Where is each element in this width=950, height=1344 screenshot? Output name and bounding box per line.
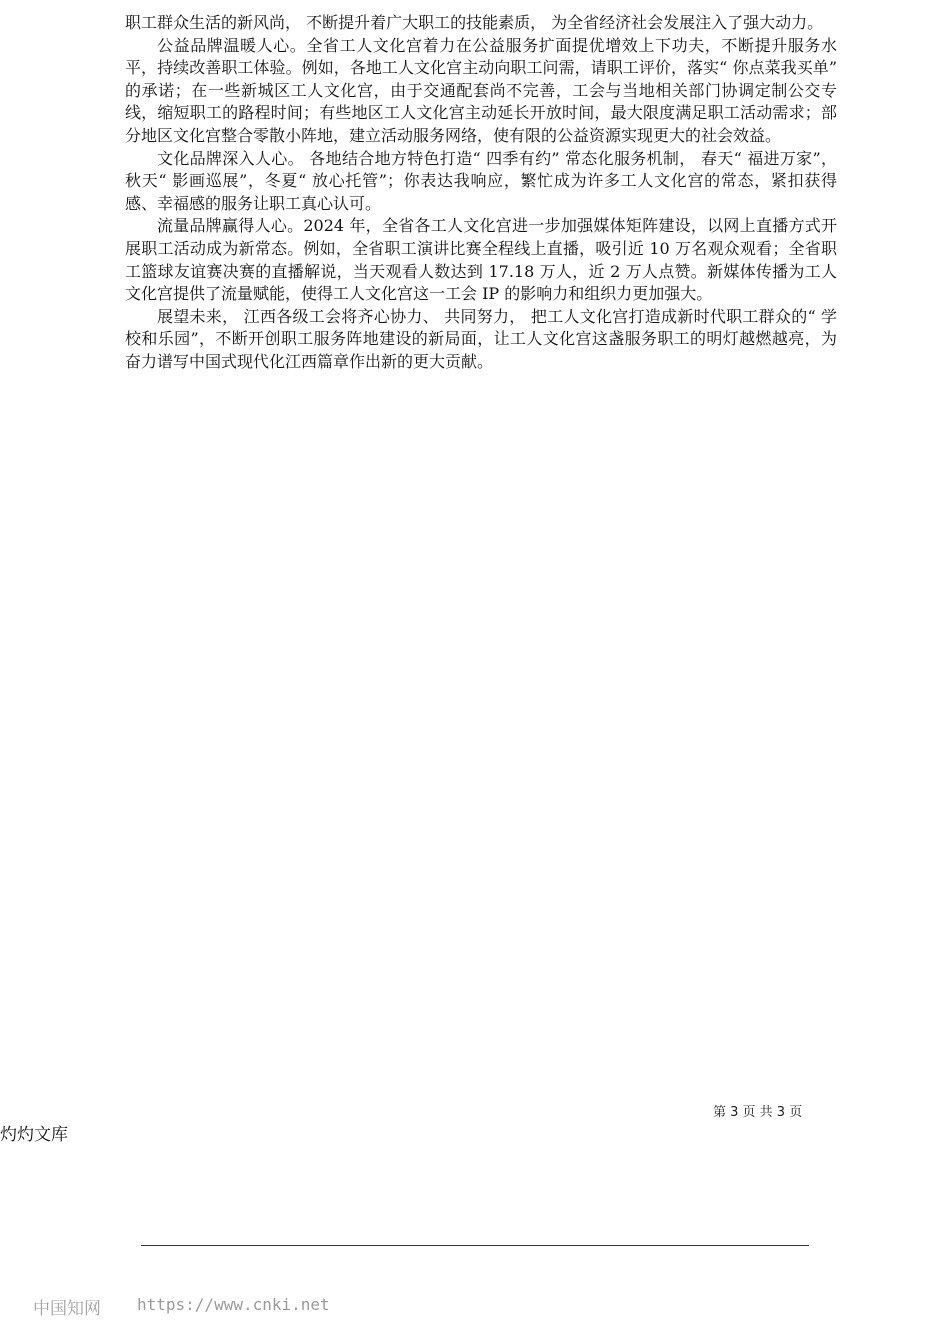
paragraph: 流量品牌赢得人心。2024 年，全省各工人文化宫进一步加强媒体矩阵建设，以网上直播方式开展职工活动成为新常态。例如，全省职工演讲比赛全程线上直播，吸引近 10 万名观众观看；全省职工篮球友谊赛决赛的直播解说，当天观看人数达到 17.18 万人，近 2 万人点赞。新媒体传播为工人文化宫提供了流量赋能，使得工人文化宫这一工会 IP 的影响力和组织力更加强大。: [125, 216, 837, 304]
paragraph: 职工群众生活的新风尚， 不断提升着广大职工的技能素质， 为全省经济社会发展注入了强大动力。: [125, 13, 824, 32]
source-url-link[interactable]: https://www.cnki.net: [137, 1295, 330, 1314]
page-number: 第 3 页 共 3 页: [713, 1105, 803, 1120]
article-body: [125, 12, 837, 374]
library-name: 灼灼文库: [0, 1125, 68, 1145]
paragraph: 展望未来， 江西各级工会将齐心协力、 共同努力， 把工人文化宫打造成新时代职工群众的“ 学校和乐园”，不断开创职工服务阵地建设的新局面，让工人文化宫这盏服务职工的明灯越燃越亮，为奋力谱写中国式现代化江西篇章作出新的更大贡献。: [125, 306, 837, 371]
footer-divider: [141, 1245, 809, 1246]
paragraph: 文化品牌深入人心。 各地结合地方特色打造“ 四季有约” 常态化服务机制， 春天“ 福进万家”，秋天“ 影画巡展”，冬夏“ 放心托管”；你表达我响应，繁忙成为许多工人文化宫的常态，紧扣获得感、幸福感的服务让职工真心认可。: [125, 148, 837, 213]
paragraph: 公益品牌温暖人心。全省工人文化宫着力在公益服务扩面提优增效上下功夫，不断提升服务水平，持续改善职工体验。例如，各地工人文化宫主动向职工问需，请职工评价，落实“ 你点菜我买单” 的承诺；在一些新城区工人文化宫，由于交通配套尚不完善，工会与当地相关部门协调定制公交专线，缩短职工的路程时间；有些地区工人文化宫主动延长开放时间，最大限度满足职工活动需求；部分地区文化宫整合零散小阵地，建立活动服务网络，使有限的公益资源实现更大的社会效益。: [125, 35, 837, 145]
source-name: 中国知网: [33, 1299, 101, 1319]
